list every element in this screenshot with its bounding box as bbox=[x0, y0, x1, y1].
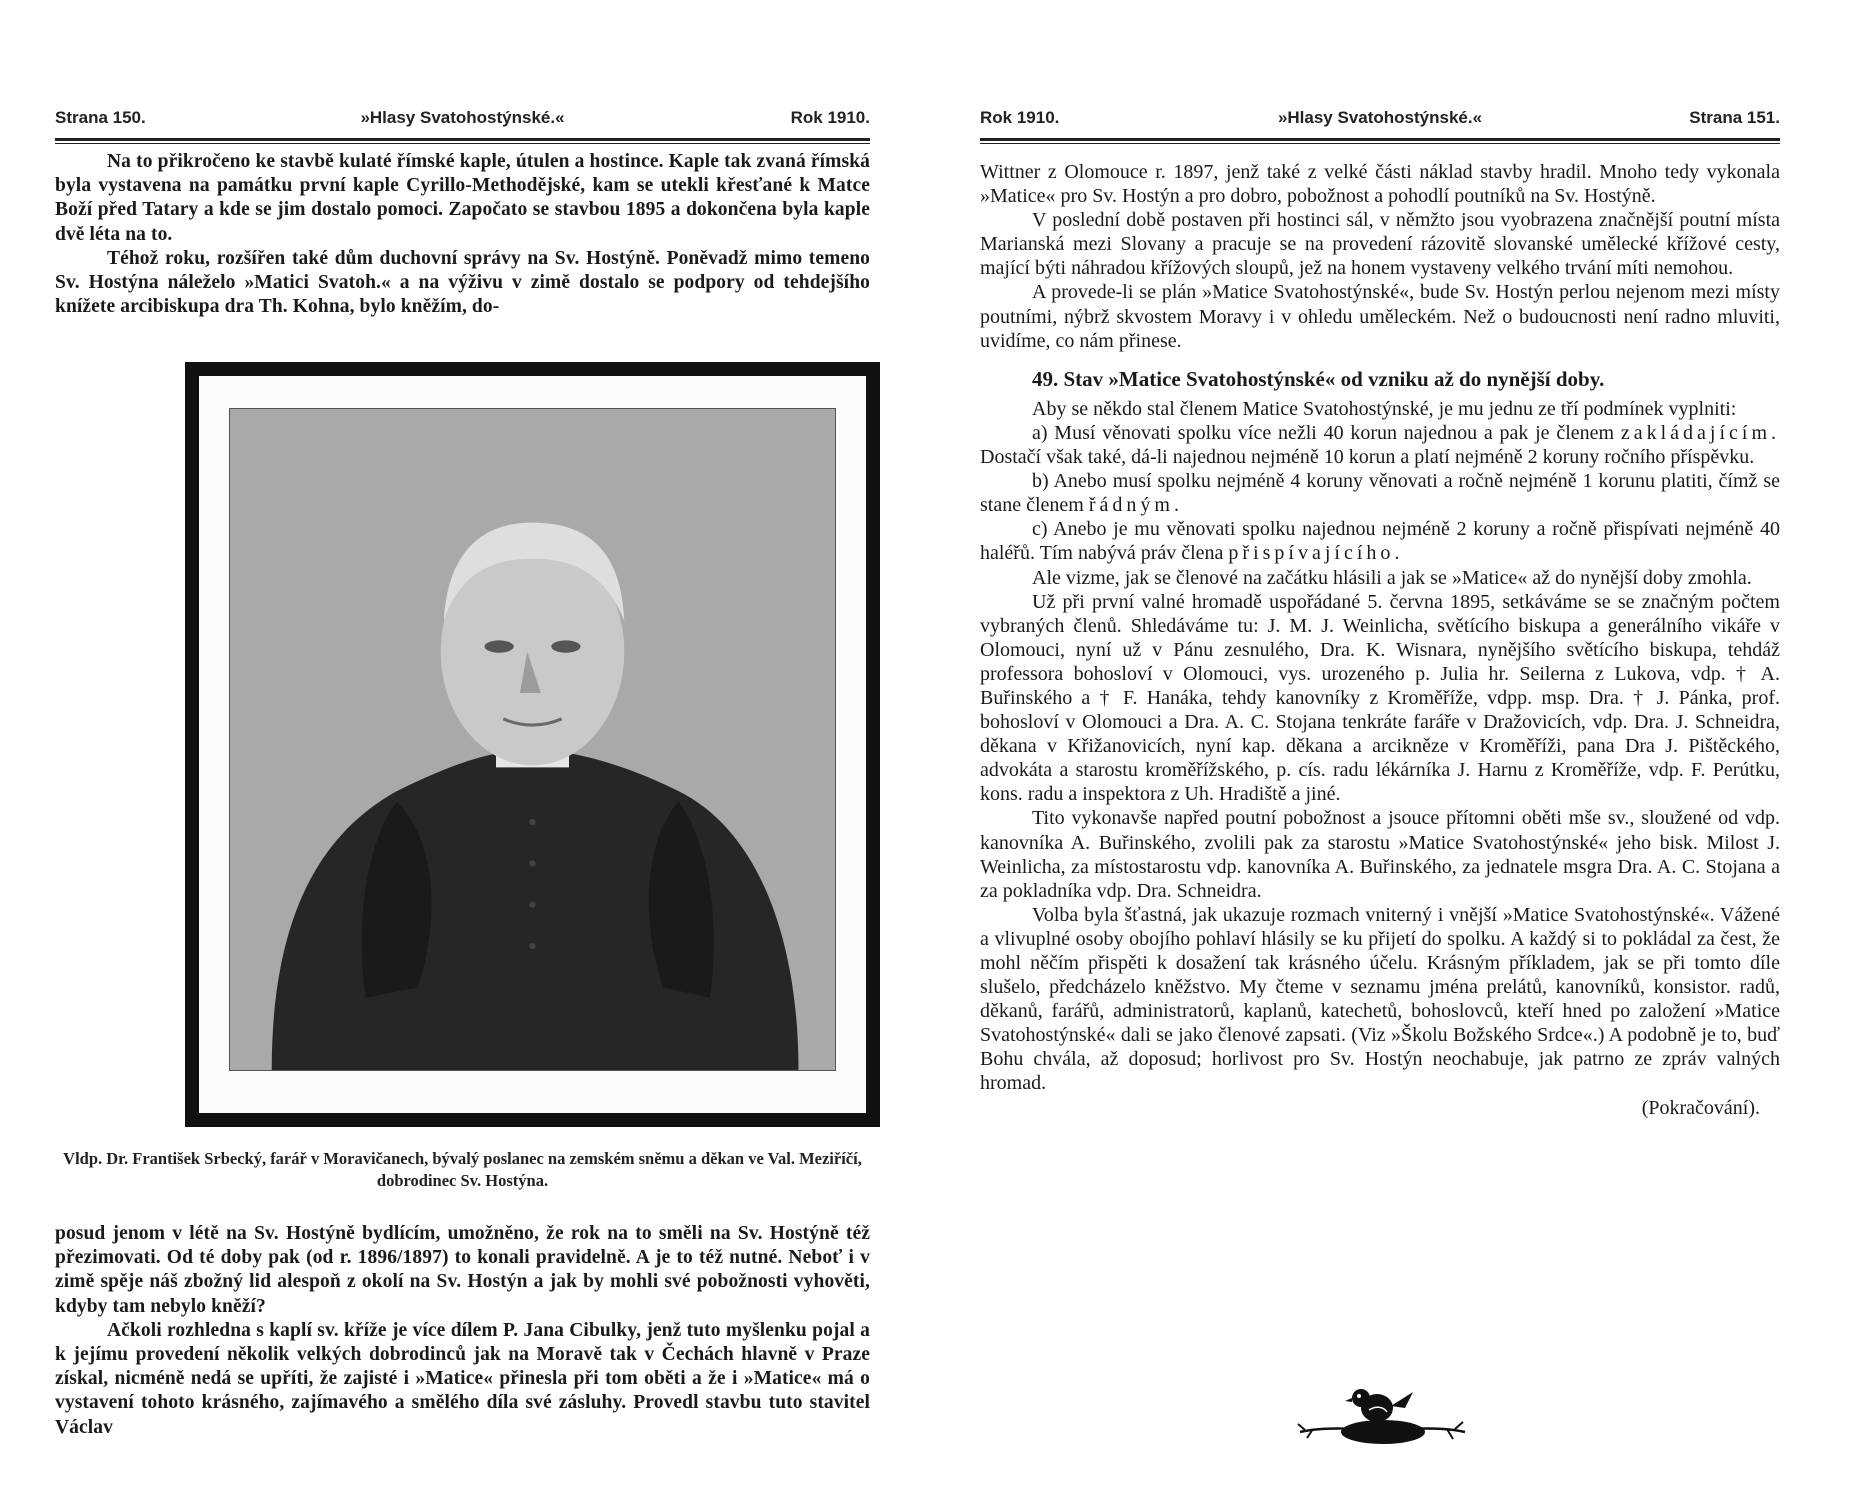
condition-b bbox=[980, 469, 1780, 517]
condition-a-text: a) Musí věnovati spolku více nežli 40 korun najednou a pak je členem bbox=[1032, 421, 1615, 444]
condition-a-term: zakládajícím. bbox=[1620, 421, 1781, 444]
paragraph: posud jenom v létě na Sv. Hostýně bydlícím, umožněno, že rok na to směli na Sv. Hostýně též přezimovati. Od té doby pak (od r. 1896/1897) to konali pravidelně. A je to též nutné. Neboť i v zimě spěje náš zbožný lid alespoň z okolí na Sv. Hostýn a jak by mohli své pobožnosti vyhověti, kdyby tam nebylo kněží? bbox=[55, 1223, 870, 1317]
paragraph: A provede-li se plán »Matice Svatohostýnské«, bude Sv. Hostýn perlou nejenom mezi místy poutními, nýbrž skvostem Moravy i v ohledu uměleckém. Než o budoucnosti není radno mluviti, uvidíme, co nám přinese. bbox=[980, 281, 1780, 352]
continued-note: (Pokračování). bbox=[1641, 1096, 1760, 1119]
bird-nest-ornament-icon bbox=[1295, 1380, 1470, 1450]
condition-a-text-after: Dostačí však také, dá-li najednou nejméně 10 korun a platí nejméně 2 koruny ročního příspěvku. bbox=[980, 446, 1755, 469]
right-page-number: Strana 151. bbox=[1689, 108, 1780, 127]
section-heading: 49. Stav »Matice Svatohostýnské« od vzniku až do nynější doby. bbox=[1032, 366, 1605, 391]
paragraph: Tito vykonavše napřed poutní pobožnost a jsouce přítomni oběti mše sv., sloužené od vdp. kanovníka A. Buřinského, zvolili pak za starostu »Matice Svatohostýnské« jeho bisk. Milost J. Weinlicha, za místostarostu vdp. kanovníka A. Buřinského, za jednatele msgra Dra. A. C. Stojana a za pokladníka vdp. Dra. Schneidra. bbox=[980, 807, 1780, 902]
paragraph: Ačkoli rozhledna s kaplí sv. kříže je více dílem P. Jana Cibulky, jenž tuto myšlenku pojal a k jejímu provedení několik velkých dobrodinců jak na Moravě tak v Čechách hlavně v Praze získal, nicméně nedá se upříti, že zajisté i »Matice« přinesla při tom oběti a že i »Matice« má o vystavení tohoto krásného, zajímavého a smělého díla své zásluhy. Provedl stavbu tuto stavitel Václav bbox=[55, 1319, 870, 1438]
paragraph: Už při první valné hromadě uspořádané 5. června 1895, setkáváme se se značným počtem vybraných členů. Shledáváme tu: J. M. J. Weinlicha, světícího biskupa a generálního vikáře v Olomouci, nyní už v Pánu zesnulého, Dra. K. Wisnara, nynějšího světícího biskupa, tehdáž professora bohosloví v Olomouci, vys. urozeného p. Julia hr. Seilerna z Lukova, vdp. † A. Buřinského a † F. Hanáka, tehdy kanovníky z Kroměříže, vdpp. msp. Dra. † J. Pánka, prof. bohosloví v Olomouci a Dra. A. C. Stojana tenkráte faráře v Dražovicích, vdp. Dra. J. Schneidra, děkana v Křižanovicích, nyní kap. děkana a arcikněze v Kroměříži, pana Dra J. Pištěckého, advokáta a starostu kroměřížského, p. cís. radu lékárníka J. Harnu z Kroměříže, vdp. F. Perútku, kons. radu a inspektora z Uh. Hradiště a jiné. bbox=[980, 590, 1780, 806]
condition-c-term: přispívajícího. bbox=[1228, 542, 1404, 565]
right-page bbox=[980, 0, 1780, 1500]
portrait-frame bbox=[185, 362, 880, 1127]
paragraph: Aby se někdo stal členem Matice Svatohostýnské, je mu jednu ze tří podmínek vyplniti: bbox=[1032, 397, 1737, 420]
condition-a bbox=[980, 421, 1780, 469]
condition-b-text: b) Anebo musí spolku nejméně 4 koruny věnovati a ročně nejméně 1 korunu platiti, čímž se stane členem bbox=[980, 470, 1780, 517]
portrait-caption: Vldp. Dr. František Srbecký, farář v Moravičanech, bývalý poslanec na zemském sněmu a děkan ve Val. Meziříčí, dobrodinec Sv. Hostýna. bbox=[63, 1149, 862, 1190]
paragraph: V poslední době postaven při hostinci sál, v němžto jsou vyobrazena značnější poutní místa Marianská mezi Slovany a pracuje se na provedení rázovitě slovanské umělecké křížové cesty, mající býti náhradou křížových sloupů, jež na honem vystaveny velkého trvání míti nemohou. bbox=[980, 209, 1780, 280]
condition-c bbox=[980, 517, 1780, 565]
right-year: Rok 1910. bbox=[980, 108, 1060, 127]
paragraph: Wittner z Olomouce r. 1897, jenž také z velké části náklad stavby hradil. Mnoho tedy vykonala »Matice« pro Sv. Hostýn a pro dobro, pobožnost a pohodlí poutníků na Sv. Hostýně. bbox=[980, 161, 1780, 208]
portrait-illustration bbox=[230, 409, 835, 1070]
paragraph: Na to přikročeno ke stavbě kulaté římské kaple, útulen a hostince. Kaple tak zvaná římská byla vystavena na památku první kaple Cyrillo-Methodějské, kam se utekli křesťané k Matce Boží před Tatary a kde se jim dostalo pomoci. Započato se stavbou 1895 a dokončena byla kaple dvě léta na to. bbox=[55, 151, 870, 245]
left-bottom-text bbox=[55, 1222, 870, 1440]
condition-b-term: řádným. bbox=[1088, 494, 1183, 517]
paragraph: Volba byla šťastná, jak ukazuje rozmach vniterný i vnější »Matice Svatohostýnské«. Vážené a vlivuplné osoby obojího pohlaví hlásily se ku přijetí do spolku. A každý si to pokládal za čest, že mohl něčím přispěti k dosažení tak krásného účelu. Krásným příkladem, jak se při tomto díle slušelo, předcházelo kněžstvo. My čteme v seznamu jména prelátů, kanovníků, konsistor. radů, děkanů, farářů, administratorů, kaplanů, katechetů, bohoslovců, kteří hned po založení »Matice Svatohostýnské« dali se jako členové zapsati. (Viz »Školu Božského Srdce«.) A podobně je to, buď Bohu chvála, až doposud; horlivost pro Sv. Hostýn neochabuje, jak patrno ze zpráv valných hromad. bbox=[980, 903, 1780, 1095]
left-running-header bbox=[55, 108, 870, 138]
right-running-header bbox=[980, 108, 1780, 138]
left-year: Rok 1910. bbox=[790, 108, 870, 127]
right-journal-title: »Hlasy Svatohostýnské.« bbox=[1277, 108, 1483, 127]
portrait-photo bbox=[229, 408, 836, 1071]
left-top-text bbox=[55, 150, 870, 319]
paragraph: Ale vizme, jak se členové na začátku hlásili a jak se »Matice« až do nynější doby zmohla. bbox=[1032, 566, 1752, 589]
portrait-mat bbox=[199, 376, 866, 1113]
left-header-rule bbox=[55, 138, 870, 144]
left-page-number: Strana 150. bbox=[55, 108, 146, 127]
paragraph: Téhož roku, rozšířen také dům duchovní správy na Sv. Hostýně. Poněvadž mimo temeno Sv. Hostýna náleželo »Matici Svatoh.« a na výživu v zimě dostalo se podpory od tehdejšího knížete arcibiskupa dra Th. Kohna, bylo kněžím, do- bbox=[55, 247, 870, 318]
left-page bbox=[55, 0, 870, 1500]
right-header-rule bbox=[980, 138, 1780, 144]
condition-c-text: c) Anebo je mu věnovati spolku najednou nejméně 2 koruny a ročně přispívati nejméně 40 haléřů. Tím nabývá práv člena bbox=[980, 518, 1780, 565]
right-body-text bbox=[980, 160, 1780, 1120]
left-journal-title: »Hlasy Svatohostýnské.« bbox=[360, 108, 565, 127]
